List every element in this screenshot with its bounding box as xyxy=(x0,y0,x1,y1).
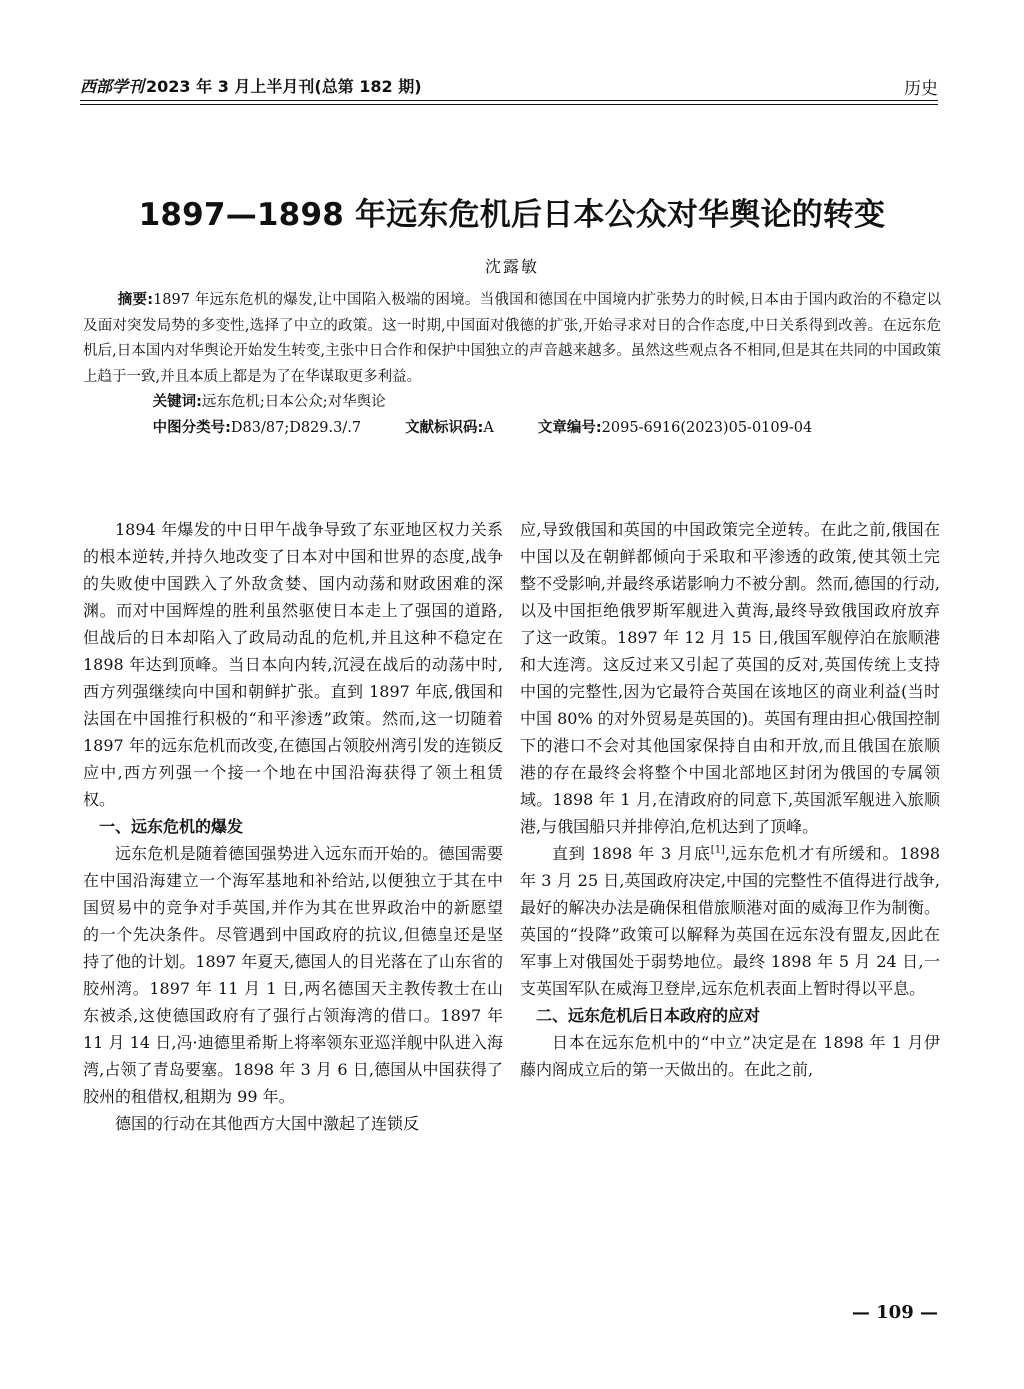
article-number-label: 文章编号: xyxy=(537,419,602,436)
section-heading-1: 一、远东危机的爆发 xyxy=(99,817,244,836)
header-rule-thick xyxy=(80,100,938,101)
journal-name: 西部学刊 xyxy=(80,77,145,96)
paragraph-text: 直到 1898 年 3 月底 xyxy=(552,844,711,863)
clc-label: 中图分类号: xyxy=(152,419,231,436)
abstract-block xyxy=(83,288,941,441)
body-column-left xyxy=(83,516,503,1137)
classification-line xyxy=(83,416,941,442)
body-paragraph: 日本在远东危机中的“中立”决定是在 1898 年 1 月伊藤内阁成立后的第一天做出的。在此之前, xyxy=(520,1033,940,1079)
body-column-right xyxy=(520,516,940,1083)
body-paragraph: 1894 年爆发的中日甲午战争导致了东亚地区权力关系的根本逆转,并持久地改变了日本对中国和世界的态度,战争的失败使中国跌入了外敌贪婪、国内动荡和财政困难的深渊。而对中国辉煌的胜利虽然驱使日本走上了强国的道路,但战后的日本却陷入了政局动乱的危机,并且这种不稳定在 1898 年达到顶峰。当日本向内转,沉浸在战后的动荡中时,西方列强继续向中国和朝鲜扩张。直到 1897 年底,俄国和法国在中国推行积极的“和平渗透”政策。然而,这一切随着 1897 年的远东危机而改变,在德国占领胶州湾引发的连锁反应中,西方列强一个接一个地在中国沿海获得了领土租赁权。 xyxy=(83,520,503,809)
body-paragraph-with-citation xyxy=(520,840,940,1002)
header-rule-thin xyxy=(80,104,938,105)
abstract-label: 摘要: xyxy=(117,292,154,308)
page-number: — 109 — xyxy=(851,1302,938,1323)
citation-marker: [1] xyxy=(710,844,725,856)
body-paragraph: 德国的行动在其他西方大国中激起了连锁反 xyxy=(115,1114,420,1133)
abstract xyxy=(83,288,941,390)
clc-value: D83/87;D829.3/.7 xyxy=(230,419,362,436)
running-header xyxy=(80,72,938,102)
keywords-label: 关键词: xyxy=(152,394,202,410)
paragraph-text: ,远东危机才有所缓和。1898 年 3 月 25 日,英国政府决定,中国的完整性不值得进行战争,最好的解决办法是确保租借旅顺港对面的威海卫作为制衡。英国的“投降”政策可以解释为英国在远东没有盟友,因此在军事上对俄国处于弱势地位。最终 1898 年 5 月 24 日,一支英国军队在威海卫登岸,远东危机表面上暂时得以平息。 xyxy=(520,844,940,998)
article-number-value: 2095-6916(2023)05-0109-04 xyxy=(601,419,813,436)
abstract-text: 1897 年远东危机的爆发,让中国陷入极端的困境。当俄国和德国在中国境内扩张势力的时候,日本由于国内政治的不稳定以及面对突发局势的多变性,选择了中立的政策。这一时期,中国面对俄德的扩张,开始寻求对日的合作态度,中日关系得到改善。在远东危机后,日本国内对华舆论开始发生转变,主张中日合作和保护中国独立的声音越来越多。虽然这些观点各不相同,但是其在共同的中国政策上趋于一致,并且本质上都是为了在华谋取更多利益。 xyxy=(83,292,941,385)
doc-code-value: A xyxy=(483,419,494,436)
section-heading-2: 二、远东危机后日本政府的应对 xyxy=(536,1006,761,1025)
keywords-line xyxy=(83,390,941,416)
doc-code-label: 文献标识码: xyxy=(405,419,484,436)
body-paragraph: 远东危机是随着德国强势进入远东而开始的。德国需要在中国沿海建立一个海军基地和补给站,以便独立于其在中国贸易中的竞争对手英国,并作为其在世界政治中的新愿望的一个先决条件。尽管遇到中国政府的抗议,但德皇还是坚持了他的计划。1897 年夏天,德国人的目光落在了山东省的胶州湾。1897 年 11 月 1 日,两名德国天主教传教士在山东被杀,这使德国政府有了强行占领海湾的借口。1897 年 11 月 14 日,冯·迪德里希斯上将率领东亚巡洋舰中队进入海湾,占领了青岛要塞。1898 年 3 月 6 日,德国从中国获得了胶州的租借权,租期为 99 年。 xyxy=(83,844,503,1106)
keywords-text: 远东危机;日本公众;对华舆论 xyxy=(201,394,386,410)
author-name: 沈露敏 xyxy=(484,257,539,276)
journal-masthead xyxy=(80,74,422,97)
body-paragraph-continued: 应,导致俄国和英国的中国政策完全逆转。在此之前,俄国在中国以及在朝鲜都倾向于采取和平渗透的政策,使其领土完整不受影响,并最终承诺影响力不被分割。然而,德国的行动,以及中国拒绝俄罗斯军舰进入黄海,最终导致俄国政府放弃了这一政策。1897 年 12 月 15 日,俄国军舰停泊在旅顺港和大连湾。这反过来又引起了英国的反对,英国传统上支持中国的完整性,因为它最符合英国在该地区的商业利益(当时中国 80% 的对外贸易是英国的)。英国有理由担心俄国控制下的港口不会对其他国家保持自由和开放,而且俄国在旅顺港的存在最终会将整个中国北部地区封闭为俄国的专属领域。1898 年 1 月,在清政府的同意下,英国派军舰进入旅顺港,与俄国船只并排停泊,危机达到了顶峰。 xyxy=(520,520,940,836)
issue-info: 2023 年 3 月上半月刊(总第 182 期) xyxy=(146,77,422,96)
article-title: 1897—1898 年远东危机后日本公众对华舆论的转变 xyxy=(138,196,886,233)
section-label: 历史 xyxy=(904,79,938,99)
